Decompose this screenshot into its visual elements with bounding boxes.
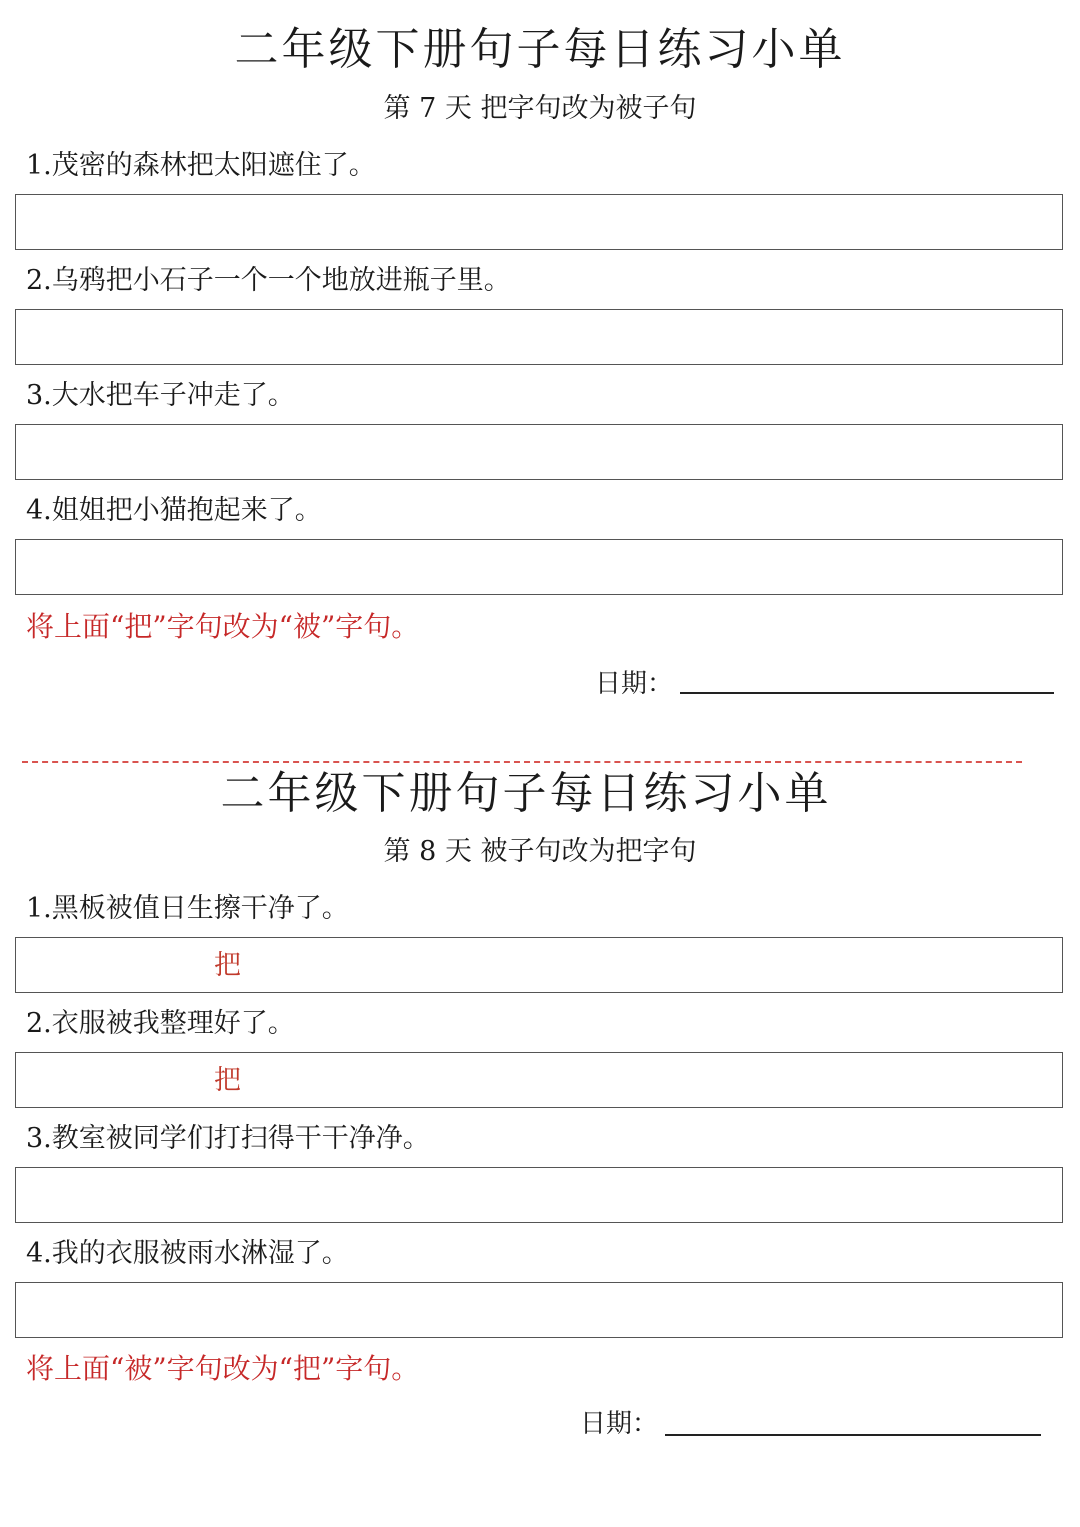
cut-line-divider	[22, 761, 1022, 763]
sheet1-date-field[interactable]	[680, 692, 1054, 694]
sheet2-answer-box-4[interactable]	[15, 1282, 1063, 1338]
sheet1-answer-box-3[interactable]	[15, 424, 1063, 480]
sheet1-question-2: 2.乌鸦把小石子一个一个地放进瓶子里。	[26, 265, 511, 296]
sheet1-answer-box-1[interactable]	[15, 194, 1063, 250]
sheet2-question-4: 4.我的衣服被雨水淋湿了。	[26, 1238, 349, 1269]
sheet2-answer-box-3[interactable]	[15, 1167, 1063, 1223]
sheet1-answer-box-4[interactable]	[15, 539, 1063, 595]
sheet1-title: 二年级下册句子每日练习小单	[234, 24, 846, 75]
sheet2-instruction: 将上面“被”字句改为“把”字句。	[26, 1352, 420, 1385]
sheet2-question-3: 3.教室被同学们打扫得干干净净。	[26, 1123, 430, 1154]
sheet1-question-4: 4.姐姐把小猫抱起来了。	[26, 495, 322, 526]
sheet2-question-1: 1.黑板被值日生擦干净了。	[26, 893, 349, 924]
sheet2-question-2: 2.衣服被我整理好了。	[26, 1008, 295, 1039]
sheet2-date-label: 日期：	[580, 1409, 659, 1439]
sheet1-question-1: 1.茂密的森林把太阳遮住了。	[26, 150, 376, 181]
sheet2-answer-hint-1: 把	[214, 950, 241, 981]
sheet1-date-label: 日期：	[595, 669, 674, 699]
sheet2-date-field[interactable]	[665, 1434, 1041, 1436]
sheet2-title: 二年级下册句子每日练习小单	[220, 768, 832, 819]
sheet1-subtitle: 第 7 天 把字句改为被子句	[383, 93, 697, 124]
sheet2-answer-box-1[interactable]	[15, 937, 1063, 993]
sheet2-answer-hint-2: 把	[214, 1065, 241, 1096]
sheet1-instruction: 将上面“把”字句改为“被”字句。	[26, 610, 420, 643]
sheet2-subtitle: 第 8 天 被子句改为把字句	[383, 836, 697, 867]
sheet1-answer-box-2[interactable]	[15, 309, 1063, 365]
sheet2-answer-box-2[interactable]	[15, 1052, 1063, 1108]
sheet1-question-3: 3.大水把车子冲走了。	[26, 380, 295, 411]
